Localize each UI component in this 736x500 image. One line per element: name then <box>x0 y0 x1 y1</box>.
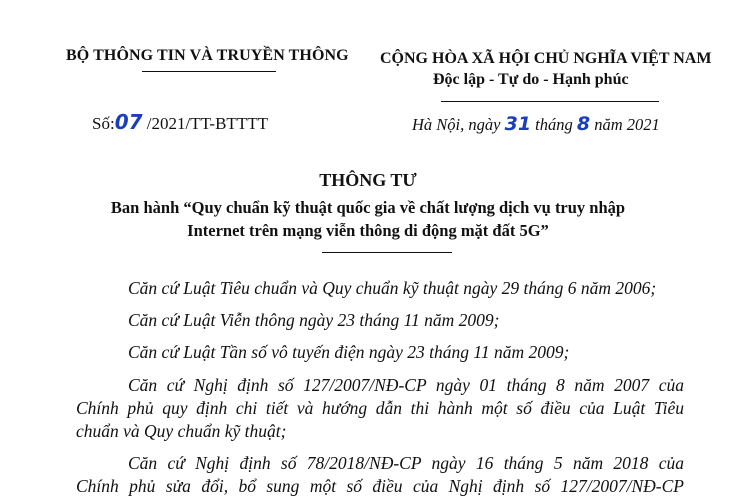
motto-underline <box>441 101 659 102</box>
year-label: năm 2021 <box>594 115 660 134</box>
subject-line-1: Ban hành “Quy chuẩn kỹ thuật quốc gia về chất lượng dịch vụ truy nhập <box>110 198 626 217</box>
doc-number-suffix: /2021/TT-BTTTT <box>146 114 268 133</box>
doc-number-prefix: Số: <box>92 114 115 133</box>
ministry-underline <box>142 71 276 72</box>
basis-line: Căn cứ Nghị định số 78/2018/NĐ-CP ngày 16 tháng 5 năm 2018 của <box>128 453 684 473</box>
month-handwritten: 8 <box>576 113 591 135</box>
basis-line: Chính phủ sửa đổi, bổ sung một số điều của Nghị định số 127/2007/NĐ-CP <box>76 476 684 496</box>
republic-name: CỘNG HÒA XÃ HỘI CHỦ NGHĨA VIỆT NAM <box>380 50 712 67</box>
ministry-name: BỘ THÔNG TIN VÀ TRUYỀN THÔNG <box>66 47 349 64</box>
place-date <box>412 113 660 135</box>
basis-line: Căn cứ Nghị định số 127/2007/NĐ-CP ngày 01 tháng 8 năm 2007 của <box>128 375 684 395</box>
basis-line: Chính phủ quy định chi tiết và hướng dẫn thi hành một số điều của Luật Tiêu <box>76 398 684 418</box>
document-type-title: THÔNG TƯ <box>319 170 417 190</box>
month-word: tháng <box>535 115 573 134</box>
basis-line: Căn cứ Luật Viễn thông ngày 23 tháng 11 năm 2009; <box>128 310 500 330</box>
document-subject <box>0 196 736 242</box>
day-handwritten: 31 <box>504 113 532 135</box>
doc-number-handwritten: 07 <box>114 110 143 134</box>
place-label: Hà Nội, ngày <box>412 115 501 134</box>
basis-line: Căn cứ Luật Tần số vô tuyến điện ngày 23 tháng 11 năm 2009; <box>128 342 570 362</box>
national-motto: Độc lập - Tự do - Hạnh phúc <box>433 71 629 88</box>
document-number <box>92 110 268 134</box>
subject-underline <box>322 252 452 253</box>
basis-line: Căn cứ Luật Tiêu chuẩn và Quy chuẩn kỹ thuật ngày 29 tháng 6 năm 2006; <box>128 278 657 298</box>
subject-line-2: Internet trên mạng viễn thông di động mặt đất 5G” <box>187 221 549 240</box>
basis-line: chuẩn và Quy chuẩn kỹ thuật; <box>76 421 287 441</box>
